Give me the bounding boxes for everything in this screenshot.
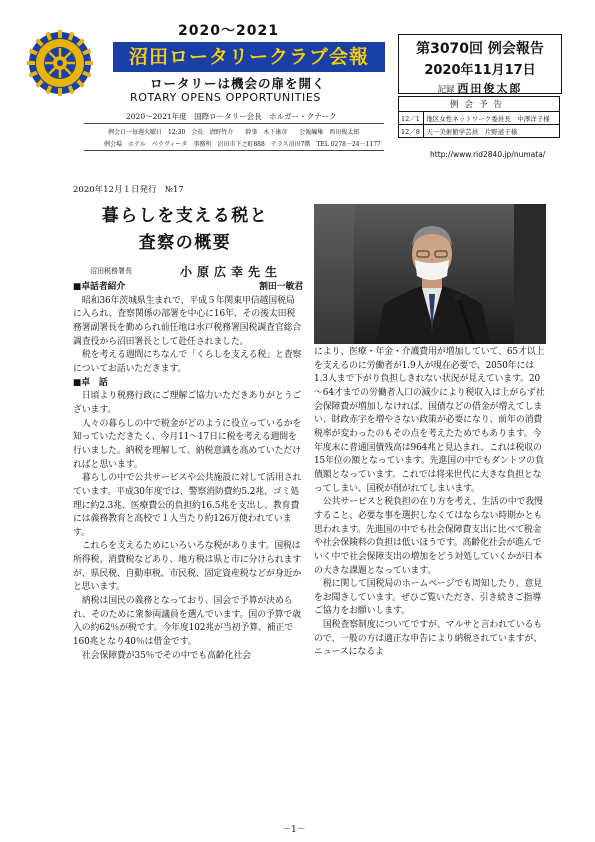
article-title <box>80 203 290 257</box>
term-line: 2020～2021年度 国際ロータリー会長 ホルガー・クナーク <box>126 112 337 121</box>
schedule-date: 12／8 <box>399 125 424 138</box>
newsletter-years: 2020～2021 <box>178 23 279 39</box>
report-box <box>398 34 562 94</box>
header-divider-bottom <box>84 150 384 151</box>
paragraph: 昭和36年茨城県生まれで、平成５年関東甲信越国税局に入られ、査察関係の部署を中心に16年、その後太田税務署副署長を勤められ前任地は水戸税務署国税調査官総合調査役から沼田署長として赴任されました。 <box>73 295 302 347</box>
schedule-row <box>399 112 560 125</box>
intro-heading: ■卓話者紹介 <box>73 282 126 292</box>
schedule-text: 地区女性ネットワーク委員長 中澤洋子様 <box>424 112 560 125</box>
schedule-text: 天一美術館学芸員 片野道子様 <box>424 125 560 138</box>
report-number: 第3070回 例会報告 <box>416 41 544 57</box>
intro-header <box>73 281 303 295</box>
introducer-name: 割田一敏君 <box>259 282 303 292</box>
motto-english: ROTARY OPENS OPPORTUNITIES <box>130 91 321 104</box>
motto-japanese: ロータリーは機会の扉を開く <box>150 76 326 91</box>
paragraph: 納税は国民の義務となっており、国会で予算が決められ、そのために衆参両議員を選んでいます。国の予算で歳入の約62％が税です。今年度102兆が当初予算、補正で160兆となり40％は借金です。 <box>73 596 301 648</box>
paragraph: 人々の暮らしの中で税金がどのように役立っているかを知っていただきたく、今月11～17日に税を考える週間を行いました。納税を理解して、納税意識を高めていただければと思います。 <box>73 418 302 470</box>
paragraph: 公共サービスと税負担の在り方を考え、生活の中で我慢すること、必要な事を選択しなくてはならない時期かとも思われます。先進国の中でも社会保障費支出に比べて税金や社会保険料の負担は低いほうです。高齢化社会が進んでいく中で社会保障支出の増加をどう対処していくかが日本の大きな課題となっています。 <box>314 497 543 576</box>
paragraph: により、医療・年金・介護費用が増加していて、65才以上を支えるのに労働者が1.9人が現在必要で、2050年には1.3人まで下がり負担しきれない状況が見えています。20～64才までの労働者人口の減少により税収入は上がらず社会保障費が増加しなければ、国債などの借金が増えてしまい、財政赤字を増やさない政策が必要になり、前年の消費税率が変わったのもその点を考えたためでもあります。今年度末に普通国債残高は964兆と見込まれ、これは税収の15年位の額となっています。先進国の中でもダントツの負債額となっています。これでは将来世代に大きな負担となってしまい、国税が削がれてしまいます。 <box>314 347 545 494</box>
rotary-wheel-logo <box>27 30 93 96</box>
report-recorder <box>399 80 561 96</box>
schedule-row <box>399 125 560 138</box>
schedule-date: 12／1 <box>399 112 424 125</box>
speaker-organization: 沼田税務署長 <box>90 267 132 275</box>
report-date: 2020年11月17日 <box>424 63 536 78</box>
talk-heading: ■卓 話 <box>73 377 108 388</box>
schedule-heading: 例会予告 <box>399 97 560 112</box>
article-title-line1: 暮らしを支える税と <box>101 206 269 226</box>
paragraph: 税を考える週間にちなんで「くらしを支える税」と査察についてお話いただきます。 <box>73 350 302 374</box>
article-title-line2: 査察の概要 <box>138 233 232 253</box>
paragraph: 日頃より税務行政にご理解ご協力いただきありがとうございます。 <box>73 391 302 415</box>
page-number: －1－ <box>282 825 306 835</box>
club-url-link[interactable]: http://www.rid2840.jp/numata/ <box>430 150 546 159</box>
venue-info: 例会場 ホテル ベラヴィータ 事務所 沼田市下之町888 テラス沼田7階 TEL 0278－24－1177 <box>104 141 381 148</box>
paragraph: 社会保障費が35％でその中でも高齢化社会 <box>81 650 251 661</box>
paragraph: これらを支えるためにいろいろな税があります。国税は所得税、消費税などあり、地方税は県と市に分けられますが、県民税、自動車税、市民税、固定資産税などが身近かと思います。 <box>73 541 302 593</box>
meeting-schedule <box>398 96 560 138</box>
article-column-2 <box>314 346 547 660</box>
paragraph: 暮らしの中で公共サービスや公共施設に対して活用されています。平成30年度では、警察消防費約5.2兆、ゴミ処理に約2.3兆、医療費公的負担約16.5兆を支出し、教育費には義務教育と高校で１人当たり約126万便われています。 <box>73 473 302 538</box>
issue-line: 2020年12月１日発行 №17 <box>73 185 184 195</box>
paragraph: 国税査察制度についてですが、マルサと言われているもので、一般の方は適正な申告により納税されていますが、ニュースになるよ <box>314 620 543 658</box>
recorder-name: 西田俊太郎 <box>457 82 523 95</box>
speaker-photo <box>314 204 546 344</box>
speaker-name: 小原広幸先生 <box>180 265 283 279</box>
header-divider <box>84 123 384 124</box>
recorder-label: 記録 <box>437 85 455 95</box>
club-name-banner: 沼田ロータリークラブ会報 <box>113 42 385 72</box>
meeting-info: 例会日一毎週火曜日 12:30 会長 清野竹介 幹事 木下康彦 会報編集 西田俊太郎 <box>108 129 360 136</box>
article-column-1 <box>73 281 303 663</box>
paragraph: 税に関して国税局のホームページでも周知したり、意見をお聞きしています。ぜひご覧いただき、引き続きご指導ご協力をお願いします。 <box>314 579 543 617</box>
